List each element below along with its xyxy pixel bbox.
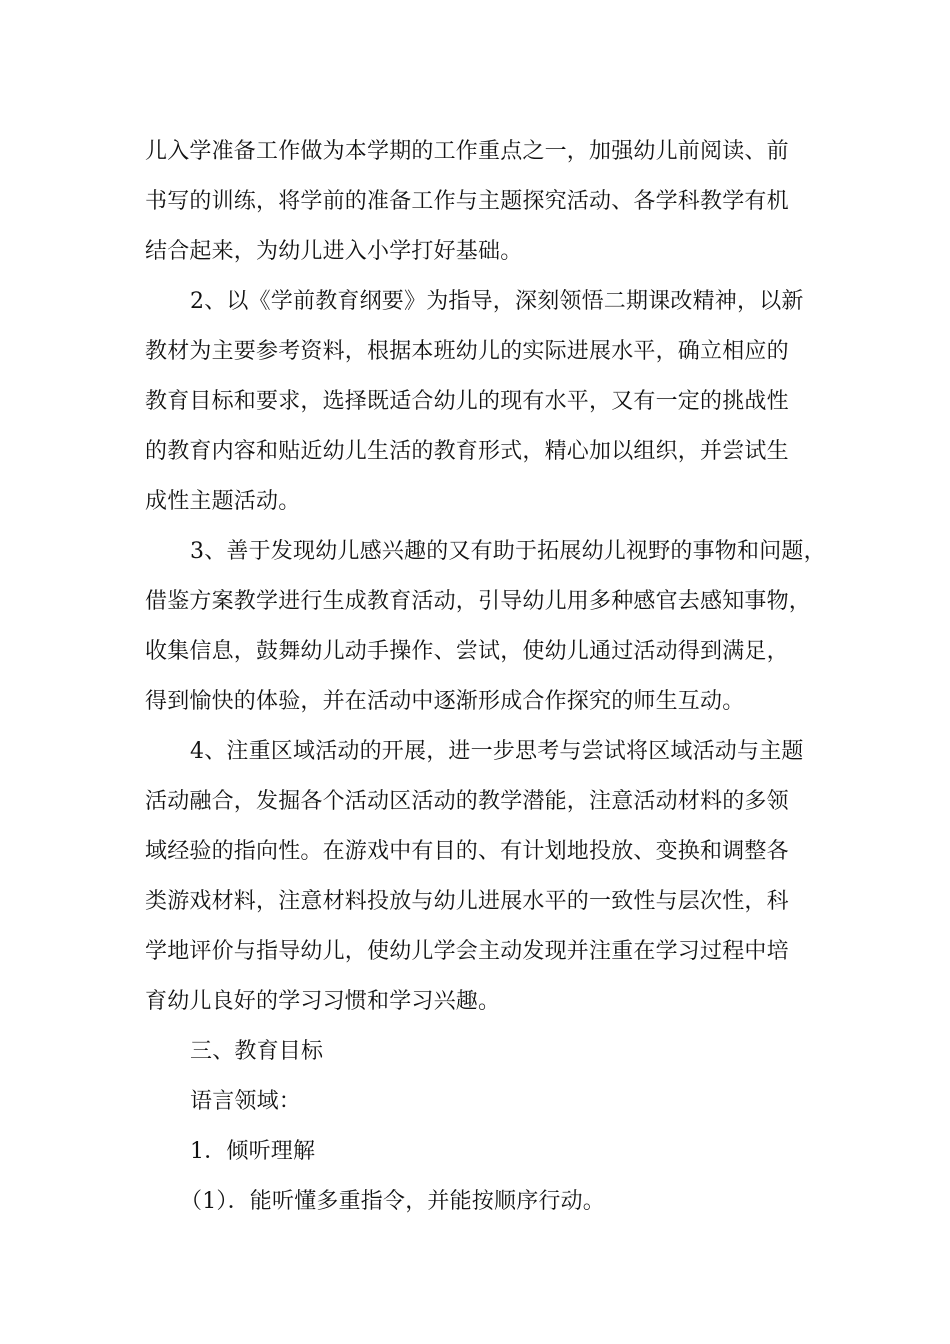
text-line: 成性主题活动。 xyxy=(145,489,301,514)
text-line: 书写的训练，将学前的准备工作与主题探究活动、各学科教学有机 xyxy=(145,189,789,214)
text-line: 育幼儿良好的学习习惯和学习兴趣。 xyxy=(145,989,501,1014)
text-line: 活动融合，发掘各个活动区活动的教学潜能，注意活动材料的多领 xyxy=(145,789,789,814)
list-heading: 1．倾听理解 xyxy=(190,1139,316,1164)
text-line: 借鉴方案教学进行生成教育活动，引导幼儿用多种感官去感知事物， xyxy=(145,589,812,614)
text-line: 学地评价与指导幼儿，使幼儿学会主动发现并注重在学习过程中培 xyxy=(145,939,789,964)
text-line: 结合起来，为幼儿进入小学打好基础。 xyxy=(145,239,523,264)
text-line: 教材为主要参考资料，根据本班幼儿的实际进展水平，确立相应的 xyxy=(145,339,789,364)
text-line: 收集信息，鼓舞幼儿动手操作、尝试，使幼儿通过活动得到满足， xyxy=(145,639,789,664)
paragraph-4-start: 4、注重区域活动的开展，进一步思考与尝试将区域活动与主题 xyxy=(190,739,804,764)
text-line: 教育目标和要求，选择既适合幼儿的现有水平，又有一定的挑战性 xyxy=(145,389,789,414)
subsection-heading: 语言领域： xyxy=(190,1089,302,1114)
section-heading: 三、教育目标 xyxy=(190,1039,324,1064)
paragraph-3-start: 3、善于发现幼儿感兴趣的又有助于拓展幼儿视野的事物和问题， xyxy=(190,539,826,564)
paragraph-2-start: 2、以《学前教育纲要》为指导，深刻领悟二期课改精神，以新 xyxy=(190,289,804,314)
text-line: 儿入学准备工作做为本学期的工作重点之一，加强幼儿前阅读、前 xyxy=(145,139,789,164)
text-line: 域经验的指向性。在游戏中有目的、有计划地投放、变换和调整各 xyxy=(145,839,789,864)
text-line: 得到愉快的体验，并在活动中逐渐形成合作探究的师生互动。 xyxy=(145,689,745,714)
text-line: 类游戏材料，注意材料投放与幼儿进展水平的一致性与层次性，科 xyxy=(145,889,789,914)
text-line: 的教育内容和贴近幼儿生活的教育形式，精心加以组织，并尝试生 xyxy=(145,439,789,464)
list-item: （1）．能听懂多重指令，并能按顺序行动。 xyxy=(180,1189,605,1214)
